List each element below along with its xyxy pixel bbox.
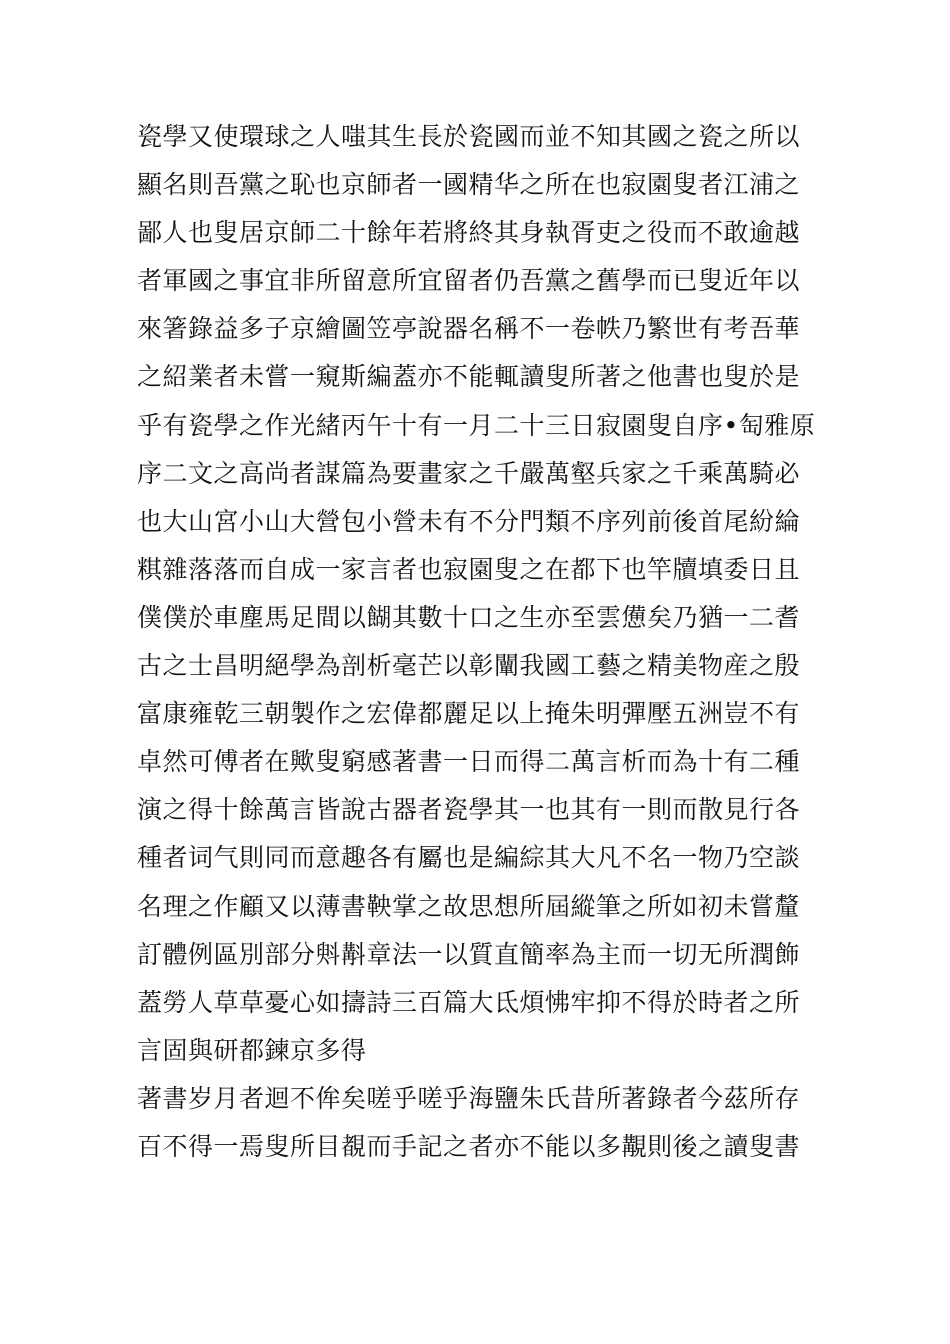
text-line: 來箸錄益多子京繪圖笠亭說器名稱不一卷帙乃繁世有考吾華 <box>137 314 801 344</box>
text-line: 蓋勞人草草憂心如擣詩三百篇大氐煩怫牢抑不得於時者之所 <box>137 987 801 1017</box>
text-line: 者軍國之事宜非所留意所宜留者仍吾黨之舊學而已叟近年以 <box>137 266 801 296</box>
text-line: 僕僕於車塵馬足間以餬其數十口之生亦至雲憊矣乃猶一二耆 <box>137 602 801 632</box>
body-text <box>137 118 816 1176</box>
text-line: 古之士昌明絕學為剖析毫芒以彰闡我國工藝之精美物産之殷 <box>137 651 801 681</box>
text-line: 鄙人也叟居京師二十餘年若將終其身執胥吏之役而不敢逾越 <box>137 218 801 248</box>
text-line: 序二文之高尚者謀篇為要畫家之千嚴萬壑兵家之千乘萬騎必 <box>137 458 801 488</box>
text-line: 演之得十餘萬言皆說古器者瓷學其一也其有一則而散見行各 <box>137 795 801 825</box>
paragraph-2 <box>137 1080 801 1176</box>
text-line: 顯名則吾黨之恥也京師者一國精华之所在也寂園叟者江浦之 <box>137 170 801 200</box>
text-line: 訂體例區別部分斞斠章法一以質直簡率為主而一切无所潤飾 <box>137 939 801 969</box>
text-line: 種者词气則同而意趣各有屬也是編綜其大凡不名一物乃空談 <box>137 843 801 873</box>
text-line: 名理之作顧又以薄書鞅掌之故思想所屆縱筆之所如初未嘗釐 <box>137 891 801 921</box>
text-line: 富康雍乾三朝製作之宏偉都麗足以上掩朱明彈壓五洲豈不有 <box>137 699 801 729</box>
text-line: 之紹業者未嘗一窺斯編蓋亦不能輒讀叟所著之他書也叟於是 <box>137 362 801 392</box>
text-line: 粸雜落落而自成一家言者也寂園叟之在都下也竿牘填委日且 <box>137 554 801 584</box>
text-line: 百不得一焉叟所目覩而手記之者亦不能以多覯則後之讀叟書 <box>137 1131 801 1161</box>
text-line: 卓然可傅者在歟叟窮感著書一日而得二萬言析而為十有二種 <box>137 747 801 777</box>
text-line: 言固與研都鍊京多得 <box>137 1035 367 1065</box>
text-line: 瓷學又使環球之人嗤其生長於瓷國而並不知其國之瓷之所以 <box>137 122 801 151</box>
paragraph-1 <box>137 118 816 1080</box>
text-line: 乎有瓷學之作光緒丙午十有一月二十三日寂園叟自序•匋雅原 <box>137 410 816 440</box>
text-line: 著書岁月者迴不侔矣嗟乎嗟乎海鹽朱氏昔所著錄者今茲所存 <box>137 1083 801 1113</box>
text-line: 也大山宮小山大營包小營未有不分門類不序列前後首尾紛綸 <box>137 506 801 536</box>
